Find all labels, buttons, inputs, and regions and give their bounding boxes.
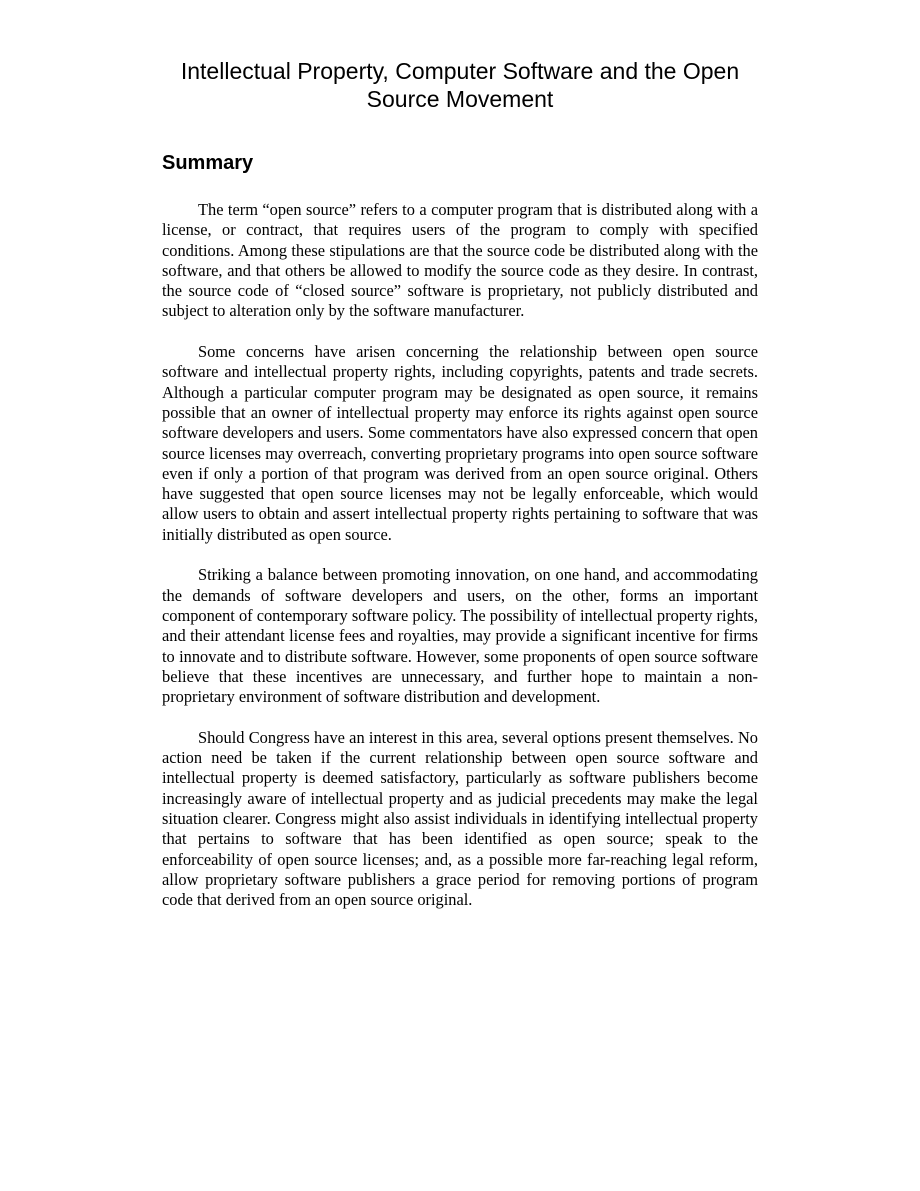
summary-body xyxy=(162,200,758,910)
paragraph: Should Congress have an interest in this area, several options present themselves. No action need be taken if the current relationship between open source software and intellectual property is deemed satisfactory, particularly as software publishers become increasingly aware of intellectual property and as judicial precedents may make the legal situation clearer. Congress might also assist individuals in identifying intellectual property that pertains to software that has been identified as open source; speak to the enforceability of open source licenses; and, as a possible more far-reaching legal reform, allow proprietary software publishers a grace period for removing portions of program code that derived from an open source original. xyxy=(162,727,758,910)
section-heading-summary: Summary xyxy=(162,152,254,174)
document-title: Intellectual Property, Computer Software and the Open Source Movement xyxy=(180,58,740,112)
paragraph: The term “open source” refers to a computer program that is distributed along with a license, or contract, that requires users of the program to comply with specified conditions. Among these stipulations are that the source code be distributed along with the software, and that others be allowed to modify the source code as they desire. In contrast, the source code of “closed source” software is proprietary, not publicly distributed and subject to alteration only by the software manufacturer. xyxy=(162,200,758,321)
document-page xyxy=(162,0,758,931)
paragraph: Striking a balance between promoting innovation, on one hand, and accommodating the demands of software developers and users, on the other, forms an important component of contemporary software policy. The possibility of intellectual property rights, and their attendant license fees and royalties, may provide a significant incentive for firms to innovate and to distribute software. However, some proponents of open source software believe that these incentives are unnecessary, and further hope to maintain a non-proprietary environment of software distribution and development. xyxy=(162,565,758,707)
paragraph: Some concerns have arisen concerning the relationship between open source software and intellectual property rights, including copyrights, patents and trade secrets. Although a particular computer program may be designated as open source, it remains possible that an owner of intellectual property may enforce its rights against open source software developers and users. Some commentators have also expressed concern that open source licenses may overreach, converting proprietary programs into open source software even if only a portion of that program was derived from an open source original. Others have suggested that open source licenses may not be legally enforceable, which would allow users to obtain and assert intellectual property rights pertaining to software that was initially distributed as open source. xyxy=(162,342,758,544)
